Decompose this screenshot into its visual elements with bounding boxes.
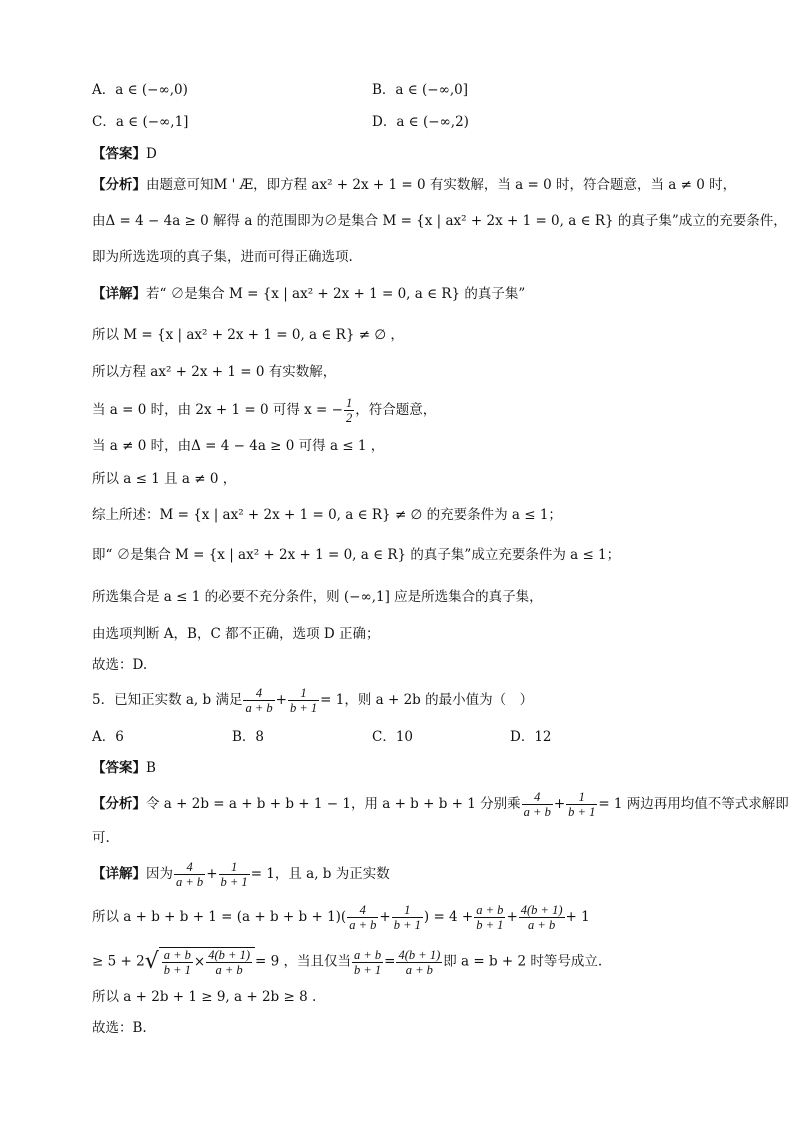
fraction: [474, 903, 505, 932]
detail-text: 若“ ∅是集合 M = {x | ax² + 2x + 1 = 0, a ∈ R} 的真子集”: [146, 286, 526, 302]
plus-sign: +: [553, 796, 566, 812]
numerator: 1: [392, 903, 423, 918]
detail-text: ) = 4 +: [423, 909, 474, 925]
fraction: [396, 948, 442, 977]
q4-detail-line-6: 所以 a ≤ 1 且 a ≠ 0 ，: [92, 471, 237, 487]
denominator: a + b: [405, 962, 433, 977]
q4-analysis-line-2: 由Δ = 4 − 4a ≥ 0 解得 a 的范围即为∅是集合 M = {x | ax² + 2x + 1 = 0, a ∈ R} 的真子集”成立的充要条件，: [92, 213, 787, 229]
numerator: 1: [219, 860, 250, 875]
fraction: [352, 948, 383, 977]
denominator: b + 1: [568, 805, 596, 819]
q4-detail-line-5: 当 a ≠ 0 时，由Δ = 4 − 4a ≥ 0 可得 a ≤ 1 ，: [92, 438, 385, 454]
q4-detail-line-1: [92, 284, 525, 304]
denominator: b + 1: [353, 962, 382, 977]
numerator: a + b: [163, 948, 191, 962]
denominator: a + b: [215, 963, 243, 977]
q4-detail-line-2: 所以 M = {x | ax² + 2x + 1 = 0, a ∈ R} ≠ ∅ ，: [92, 327, 404, 343]
q4-detail-line-4: [92, 396, 436, 425]
q5-detail-line-3: [92, 947, 602, 977]
fraction: [566, 790, 597, 819]
denominator: b + 1: [476, 918, 504, 932]
stem-text: = 1，则 a + 2b 的最小值为（ ）: [320, 692, 534, 708]
denominator: b + 1: [163, 963, 191, 977]
answer-tag: 【答案】: [92, 146, 146, 162]
fraction: [174, 860, 205, 889]
detail-text: 因为: [146, 866, 173, 882]
plus-sign: +: [506, 909, 518, 925]
denominator: b + 1: [220, 875, 248, 889]
denominator: a + b: [523, 805, 551, 819]
q4-analysis-line-3: 即为所选选项的真子集，进而可得正确选项.: [92, 249, 353, 265]
analysis-tag: 【分析】: [92, 177, 146, 193]
fraction: [206, 948, 252, 977]
fraction: [162, 948, 193, 977]
analysis-text: = 1 两边再用均值不等式求解即: [598, 796, 789, 812]
q5-option-a: A．6: [92, 729, 124, 745]
numerator: 1: [345, 396, 353, 410]
numerator: 4(b + 1): [520, 903, 563, 917]
q4-option-d: D．a ∈ (−∞,2): [372, 114, 469, 130]
numerator: a + b: [353, 947, 382, 962]
q5-answer-line: [92, 758, 156, 778]
q4-option-b: B．a ∈ (−∞,0]: [372, 82, 469, 98]
denominator: a + b: [176, 875, 204, 889]
plus-sign: +: [275, 692, 287, 708]
q5-option-d: D．12: [510, 729, 552, 745]
fraction: [522, 790, 553, 819]
detail-text: = 9 ，当且仅当: [254, 953, 351, 970]
plus-sign: +: [379, 909, 391, 925]
numerator: 4: [522, 790, 553, 805]
times-sign: ×: [193, 954, 206, 970]
denominator: a + b: [245, 701, 273, 715]
numerator: 1: [566, 790, 597, 805]
fraction: [344, 396, 354, 425]
detail-tag: 【详解】: [92, 866, 146, 882]
numerator: 4: [174, 860, 205, 875]
q4-answer-line: [92, 144, 157, 164]
q4-option-a: A．a ∈ (−∞,0): [92, 82, 188, 98]
detail-text: + 1: [565, 909, 590, 925]
denominator: 2: [345, 411, 353, 425]
numerator: 4: [243, 686, 274, 701]
detail-text: 即 a = b + 2 时等号成立.: [443, 953, 603, 970]
q5-option-b: B．8: [232, 729, 265, 745]
stem-text: 5．已知正实数 a, b 满足: [92, 692, 243, 708]
q5-detail-line-5: 故选：B.: [92, 1020, 147, 1036]
q4-detail-line-8: 即“ ∅是集合 M = {x | ax² + 2x + 1 = 0, a ∈ R} 的真子集”成立充要条件为 a ≤ 1；: [92, 547, 621, 563]
detail-text: ，符合题意，: [355, 402, 437, 418]
numerator: a + b: [476, 903, 504, 917]
q4-detail-line-10: 由选项判断 A，B，C 都不正确，选项 D 正确；: [92, 626, 380, 642]
q5-option-c: C．10: [372, 729, 414, 745]
radical-sign: √: [144, 949, 159, 974]
fraction: [243, 686, 274, 715]
fraction: [347, 903, 378, 932]
detail-tag: 【详解】: [92, 286, 146, 302]
numerator: 1: [288, 686, 319, 701]
q4-detail-line-3: 所以方程 ax² + 2x + 1 = 0 有实数解，: [92, 364, 337, 380]
equals-sign: =: [384, 953, 396, 970]
answer-value: B: [146, 760, 156, 776]
fraction: [519, 903, 565, 932]
plus-sign: +: [206, 866, 218, 882]
q4-detail-line-7: 综上所述：M = {x | ax² + 2x + 1 = 0, a ∈ R} ≠ ∅ 的充要条件为 a ≤ 1；: [92, 507, 562, 523]
fraction: [219, 860, 250, 889]
detail-text: ≥ 5 + 2: [92, 953, 145, 970]
q4-option-c: C．a ∈ (−∞,1]: [92, 114, 189, 130]
denominator: a + b: [528, 918, 556, 932]
fraction: [288, 686, 319, 715]
radicand: [159, 947, 255, 977]
answer-value: D: [146, 146, 157, 162]
q4-detail-line-9: 所选集合是 a ≤ 1 的必要不充分条件，则 (−∞,1] 应是所选集合的真子集，: [92, 589, 543, 605]
detail-text: 当 a = 0 时，由 2x + 1 = 0 可得 x = −: [92, 402, 343, 418]
numerator: 4(b + 1): [208, 948, 250, 962]
detail-text: 所以 a + b + b + 1 = (a + b + b + 1)(: [92, 909, 347, 925]
q5-analysis-line-1: [92, 790, 789, 819]
analysis-text: 令 a + 2b = a + b + b + 1 − 1，用 a + b + b + 1 分别乘: [146, 796, 521, 812]
q5-stem: [92, 686, 533, 715]
numerator: 4(b + 1): [398, 947, 441, 962]
denominator: a + b: [349, 918, 377, 932]
numerator: 4: [347, 903, 378, 918]
q5-analysis-line-2: 可.: [92, 830, 110, 846]
q4-detail-line-11: 故选：D.: [92, 657, 148, 673]
analysis-tag: 【分析】: [92, 796, 146, 812]
answer-tag: 【答案】: [92, 760, 146, 776]
q4-analysis-line-1: [92, 175, 736, 195]
detail-text: = 1，且 a, b 为正实数: [250, 866, 390, 882]
q5-detail-line-4: 所以 a + 2b + 1 ≥ 9, a + 2b ≥ 8 .: [92, 989, 317, 1005]
denominator: b + 1: [393, 918, 421, 932]
analysis-text: 由题意可知M ' Æ，即方程 ax² + 2x + 1 = 0 有实数解，当 a = 0 时，符合题意，当 a ≠ 0 时，: [146, 177, 737, 193]
q5-detail-line-2: [92, 903, 590, 932]
fraction: [392, 903, 423, 932]
q5-detail-line-1: [92, 860, 390, 889]
denominator: b + 1: [289, 701, 318, 715]
